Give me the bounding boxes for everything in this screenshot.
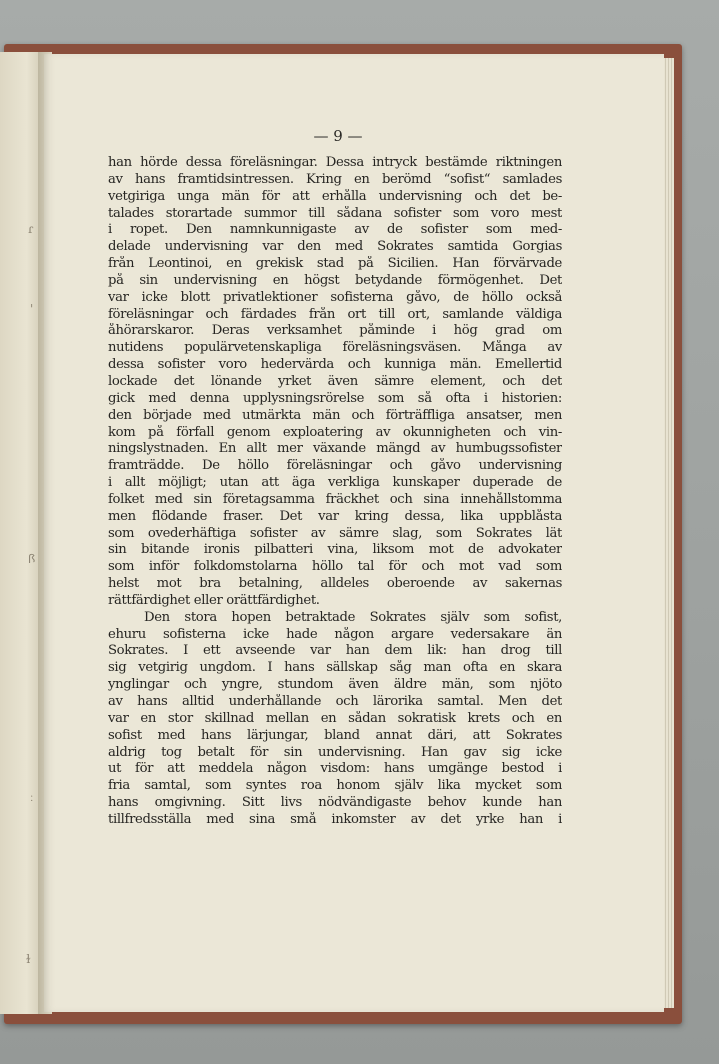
text-line: Sokrates. I ett avseende var han dem lik: han drog till <box>108 643 562 659</box>
text-line: sin bitande ironis pilbatteri vina, liksom mot de advokater <box>108 542 562 558</box>
text-line: av hans framtidsintressen. Kring en berömd “sofist“ samlades <box>108 171 562 187</box>
text-line: folket med sin företagsamma fräckhet och sina innehållstomma <box>108 491 562 507</box>
text-line: på sin undervisning en högst betydande förmögenhet. Det <box>108 272 562 288</box>
text-line: var icke blott privatlektioner sofisterna gåvo, de höllo också <box>108 289 562 305</box>
text-line: föreläsningar och färdades från ort till ort, samlande väldiga <box>108 306 562 322</box>
text-line: av hans alltid underhållande och lärorika samtal. Men det <box>108 694 562 709</box>
text-line: lockade det lönande yrket även sämre element, och det <box>108 373 562 389</box>
text-line: nutidens populärvetenskapliga föreläsningsväsen. Många av <box>108 340 562 356</box>
left-page-mark: ɫ <box>26 952 31 966</box>
text-line: kom på förfall genom exploatering av okunnigheten och vin- <box>108 424 562 440</box>
text-line: dessa sofister voro hedervärda och kunniga män. Emellertid <box>108 357 562 373</box>
body-text <box>108 155 562 829</box>
text-line: vetgiriga unga män för att erhålla undervisning och det be- <box>108 188 562 204</box>
text-line: sofist med hans lärjungar, bland annat däri, att Sokrates <box>108 727 562 743</box>
text-line: han hörde dessa föreläsningar. Dessa intryck bestämde riktningen <box>108 155 562 170</box>
page-number: — 9 — <box>313 127 363 145</box>
left-page-mark: ɾ <box>28 222 34 236</box>
text-line: sig vetgirig ungdom. I hans sällskap såg man ofta en skara <box>108 660 562 676</box>
text-line: men flödande fraser. Det var kring dessa, lika uppblåsta <box>108 508 562 524</box>
text-line: i ropet. Den namnkunnigaste av de sofister som med- <box>108 222 562 238</box>
text-line: var en stor skillnad mellan en sådan sokratisk krets och en <box>108 710 562 726</box>
text-line: som ovederhäftiga sofister av sämre slag, som Sokrates lät <box>108 525 562 541</box>
text-line: Den stora hopen betraktade Sokrates själv som sofist, <box>144 609 562 625</box>
text-line: ut för att meddela någon visdom: hans umgänge bestod i <box>108 761 562 777</box>
text-line: ehuru sofisterna icke hade någon argare vedersakare än <box>108 626 562 642</box>
text-line: hans omgivning. Sitt livs nödvändigaste behov kunde han <box>108 795 562 811</box>
text-line: fria samtal, som syntes roa honom själv lika mycket som <box>108 778 562 794</box>
text-line: delade undervisning var den med Sokrates samtida Gorgias <box>108 239 562 255</box>
text-line: gick med denna upplysningsrörelse som så ofta i historien: <box>108 390 562 406</box>
left-page-mark: ˸ <box>30 792 34 806</box>
left-page-edge <box>0 52 39 1014</box>
text-line: framträdde. De höllo föreläsningar och gåvo undervisning <box>108 458 562 474</box>
text-line: tillfredsställa med sina små inkomster av det yrke han i <box>108 811 562 827</box>
text-line: i allt möjligt; utan att äga verkliga kunskaper duperade de <box>108 475 562 491</box>
left-page-mark: ꟗ <box>28 552 36 566</box>
text-line: som inför folkdomstolarna höllo tal för och mot vad som <box>108 559 562 575</box>
text-line: åhörarskaror. Deras verksamhet påminde i hög grad om <box>108 323 562 339</box>
text-line: talades storartade summor till sådana sofister som voro mest <box>108 205 562 221</box>
text-line: rättfärdighet eller orättfärdighet. <box>108 592 320 608</box>
left-page-mark: ' <box>30 302 34 316</box>
text-line: från Leontinoi, en grekisk stad på Sicilien. Han förvärvade <box>108 256 562 272</box>
text-line: den började med utmärkta män och förträffliga ansatser, men <box>108 407 562 423</box>
text-line: helst mot bra betalning, alldeles oberoende av sakernas <box>108 576 562 592</box>
text-line: ningslystnaden. En allt mer växande mängd av humbugssofister <box>108 441 562 457</box>
text-line: ynglingar och yngre, stundom även äldre män, som njöto <box>108 677 562 693</box>
text-line: aldrig tog betalt för sin undervisning. Han gav sig icke <box>108 744 562 760</box>
right-page <box>44 54 664 1012</box>
